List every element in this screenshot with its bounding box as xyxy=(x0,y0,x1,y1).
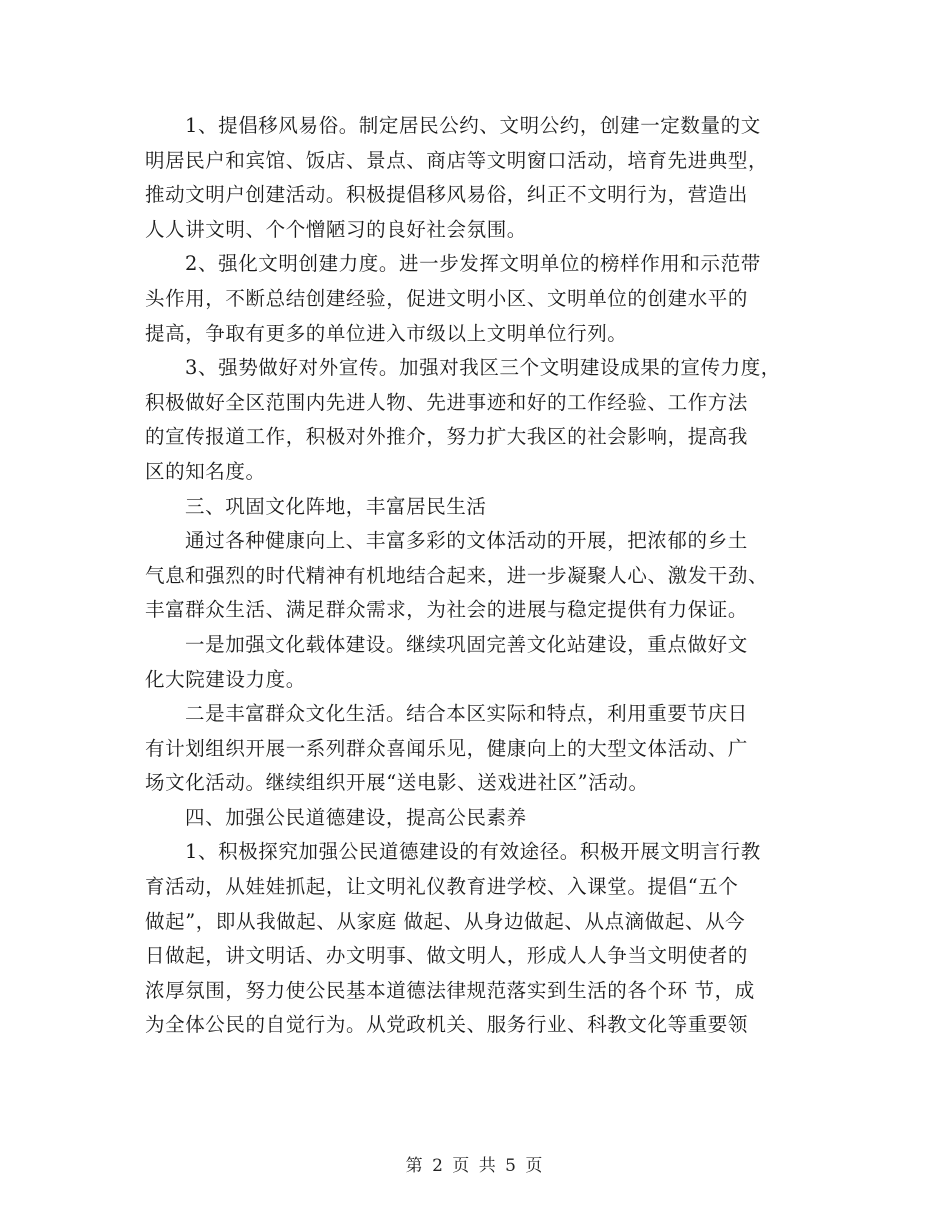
text-line: 头作用，不断总结创建经验，促进文明小区、文明单位的创建水平的 xyxy=(145,286,749,310)
text-line: 的宣传报道工作，积极对外推介，努力扩大我区的社会影响，提高我 xyxy=(145,425,749,449)
text-line: 日做起，讲文明话、办文明事、做文明人，形成人人争当文明使者的 xyxy=(145,944,749,968)
text-line: 提高，争取有更多的单位进入市级以上文明单位行列。 xyxy=(145,321,628,345)
text-line: 为全体公民的自觉行为。从党政机关、服务行业、科教文化等重要领 xyxy=(145,1013,749,1037)
page-footer: 第 2 页 共 5 页 xyxy=(405,1156,545,1176)
text-line: 明居民户和宾馆、饭店、景点、商店等文明窗口活动，培育先进典型， xyxy=(145,148,769,172)
text-line: 育活动，从娃娃抓起，让文明礼仪教育进学校、入课堂。提倡“五个 xyxy=(145,875,739,899)
text-line: 推动文明户创建活动。积极提倡移风易俗，纠正不文明行为，营造出 xyxy=(145,183,749,207)
text-line: 区的知名度。 xyxy=(145,459,266,483)
text-line: 丰富群众生活、满足群众需求，为社会的进展与稳定提供有力保证。 xyxy=(145,598,749,622)
text-line: 3、强势做好对外宣传。加强对我区三个文明建设成果的宣传力度， xyxy=(185,356,781,380)
text-line: 四、加强公民道德建设，提高公民素养 xyxy=(185,805,527,829)
document-body xyxy=(145,109,825,1043)
text-line: 二是丰富群众文化生活。结合本区实际和特点，利用重要节庆日 xyxy=(185,702,748,726)
text-line: 积极做好全区范围内先进人物、先进事迹和好的工作经验、工作方法 xyxy=(145,390,749,414)
text-line: 三、巩固文化阵地，丰富居民生活 xyxy=(185,494,487,518)
text-line: 场文化活动。继续组织开展“送电影、送戏进社区”活动。 xyxy=(145,771,649,795)
text-line: 1、提倡移风易俗。制定居民公约、文明公约，创建一定数量的文 xyxy=(185,114,761,137)
text-line: 人人讲文明、个个憎陋习的良好社会氛围。 xyxy=(145,217,527,241)
text-line: 有计划组织开展一系列群众喜闻乐见，健康向上的大型文体活动、广 xyxy=(145,736,749,760)
text-line: 化大院建设力度。 xyxy=(145,667,306,691)
text-line: 做起”，即从我做起、从家庭 做起、从身边做起、从点滴做起、从今 xyxy=(145,909,746,933)
text-line: 1、积极探究加强公民道德建设的有效途径。积极开展文明言行教 xyxy=(185,840,761,864)
text-line: 2、强化文明创建力度。进一步发挥文明单位的榜样作用和示范带 xyxy=(185,252,761,276)
text-line: 浓厚氛围，努力使公民基本道德法律规范落实到生活的各个环 节，成 xyxy=(145,978,755,1002)
text-line: 一是加强文化载体建设。继续巩固完善文化站建设，重点做好文 xyxy=(185,632,748,656)
text-line: 气息和强烈的时代精神有机地结合起来，进一步凝聚人心、激发干劲、 xyxy=(145,563,769,587)
text-line: 通过各种健康向上、丰富多彩的文体活动的开展，把浓郁的乡土 xyxy=(185,529,748,553)
